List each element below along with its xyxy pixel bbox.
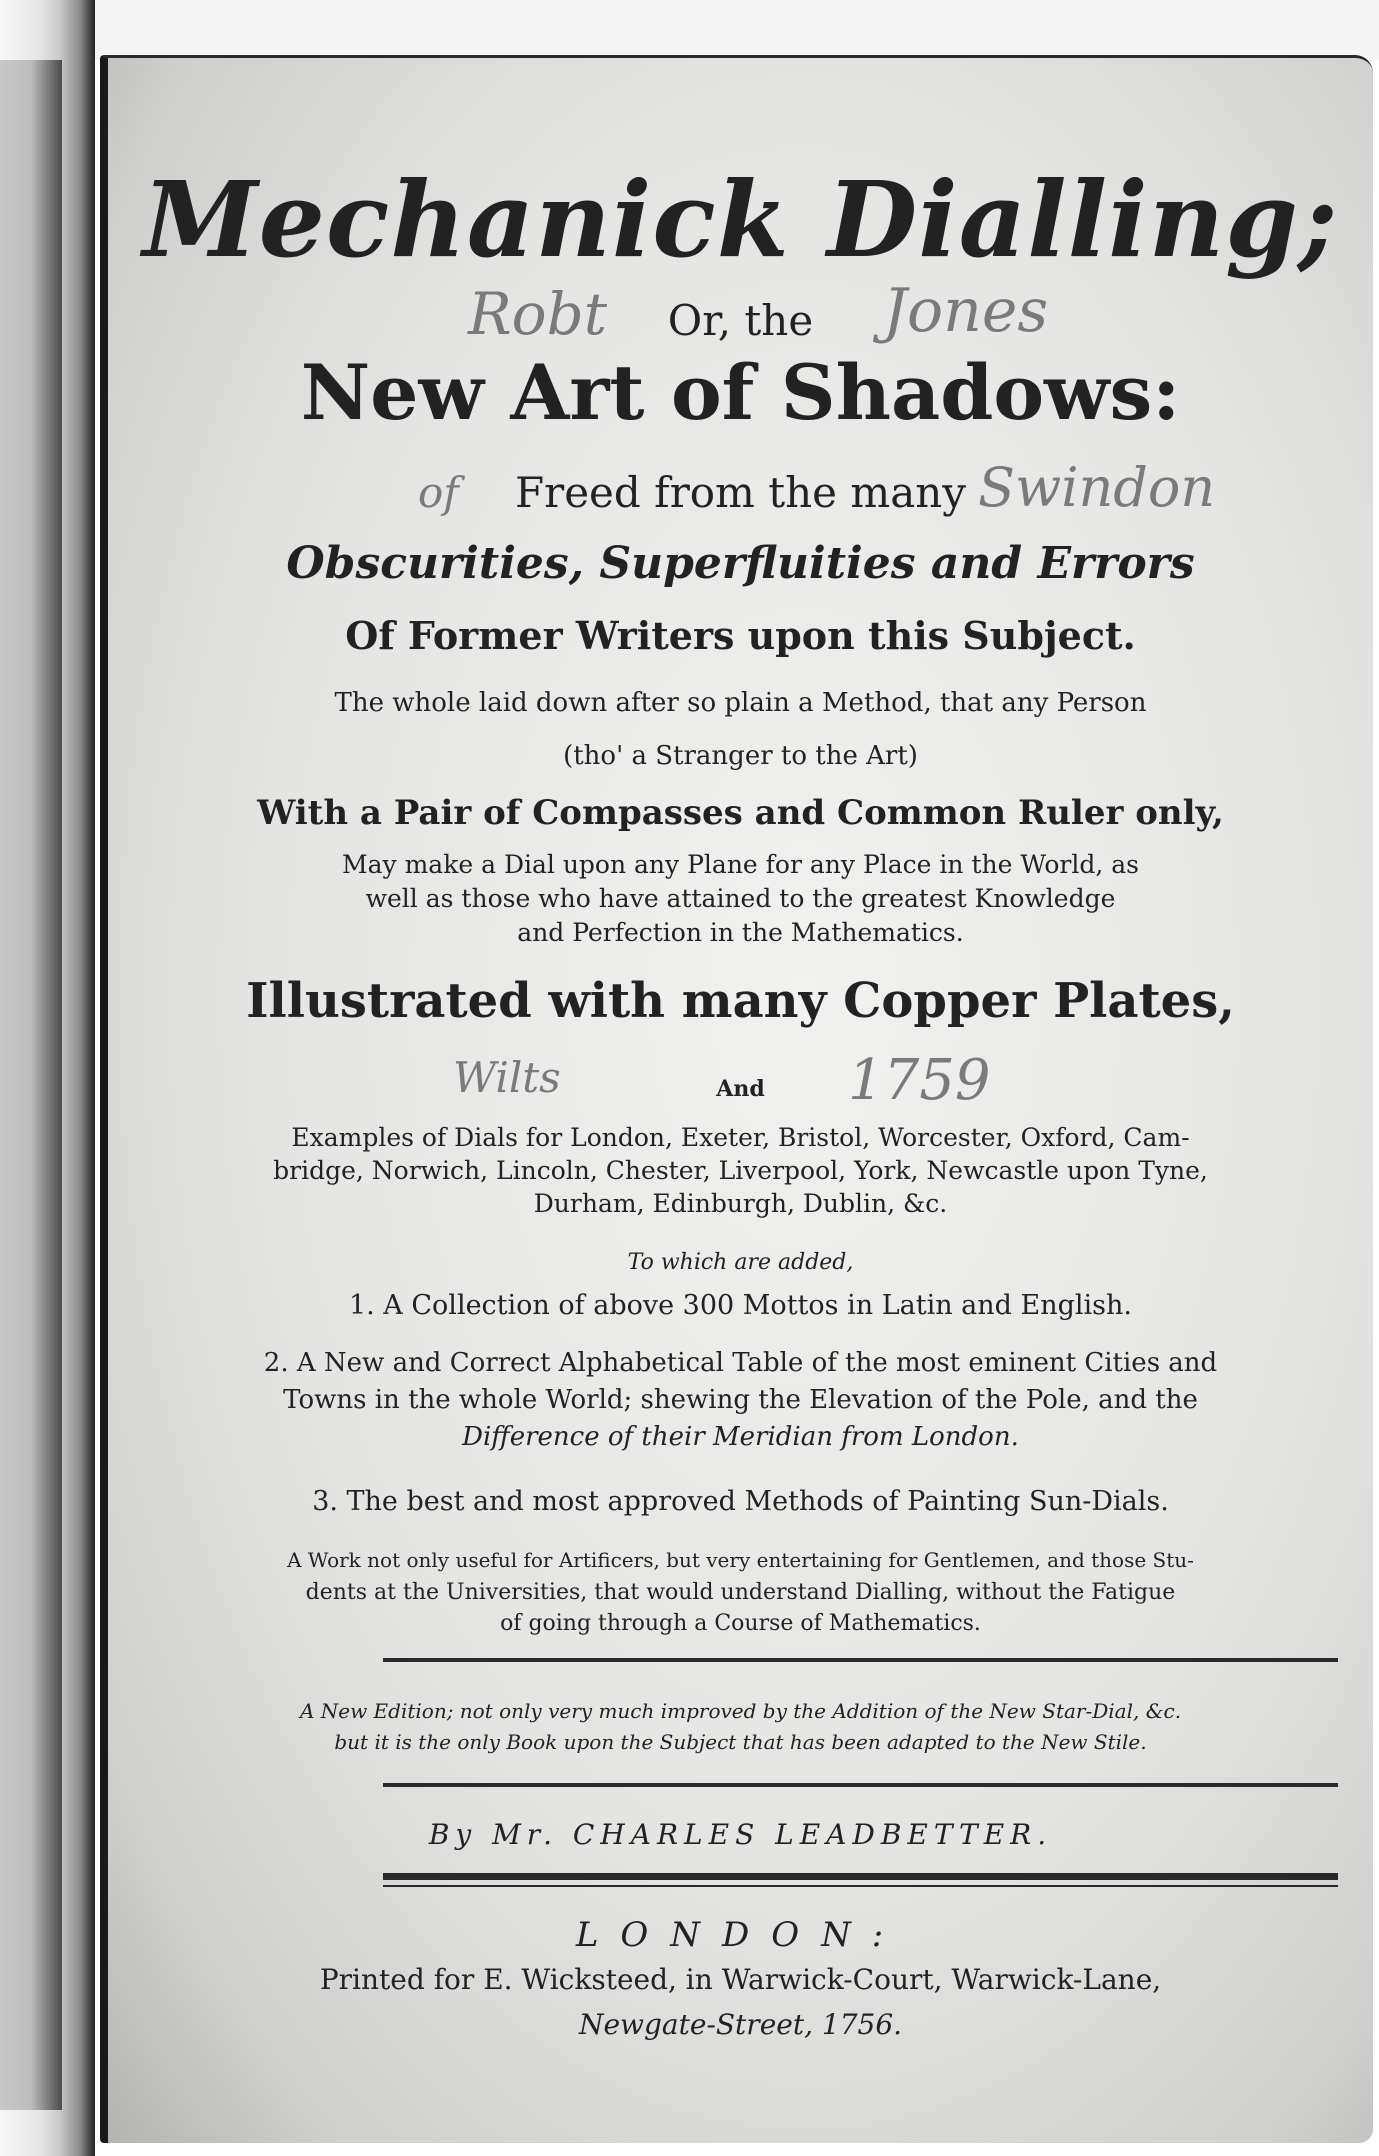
or-the-line: Or, the <box>667 296 814 345</box>
method-line-6: and Perfection in the Mathematics. <box>517 918 964 947</box>
illustrated-line: Illustrated with many Copper Plates, <box>246 973 1235 1029</box>
author-line: By Mr. CHARLES LEADBETTER. <box>428 1818 1053 1851</box>
handwritten-name-first: Robt <box>468 280 608 348</box>
handwritten-year: 1759 <box>848 1048 991 1113</box>
method-line-4: May make a Dial upon any Plane for any Place in the World, as <box>342 850 1139 879</box>
former-writers-line: Of Former Writers upon this Subject. <box>345 613 1136 658</box>
item-2-line-3: Difference of their Meridian from London. <box>462 1422 1019 1452</box>
handwritten-of: of <box>418 468 459 517</box>
method-line-1: The whole laid down after so plain a Method, that any Person <box>334 688 1147 718</box>
divider-rule-4 <box>383 1885 1338 1887</box>
to-which-line: To which are added, <box>627 1250 854 1275</box>
handwritten-place: Swindon <box>978 456 1216 519</box>
method-line-3: With a Pair of Compasses and Common Ruler only, <box>257 793 1224 833</box>
divider-rule-3 <box>383 1873 1338 1880</box>
imprint-city: LONDON: <box>575 1915 906 1955</box>
obscurities-line: Obscurities, Superfluities and Errors <box>286 538 1195 589</box>
book-title: Mechanick Dialling; <box>142 158 1339 281</box>
item-3: 3. The best and most approved Methods of Painting Sun-Dials. <box>312 1486 1169 1517</box>
examples-line-3: Durham, Edinburgh, Dublin, &c. <box>533 1189 948 1218</box>
scan-background <box>0 0 1379 60</box>
divider-rule-1 <box>383 1658 1338 1662</box>
title-page <box>100 55 1373 2143</box>
work-line-2: dents at the Universities, that would understand Dialling, without the Fatigue <box>305 1580 1176 1605</box>
and-line: And <box>716 1076 765 1102</box>
work-line-3: of going through a Course of Mathematics. <box>500 1611 981 1636</box>
work-line-1: A Work not only useful for Artificers, but very entertaining for Gentlemen, and those Stu- <box>287 1548 1194 1572</box>
method-line-5: well as those who have attained to the greatest Knowledge <box>365 884 1116 913</box>
imprint-line-2: Newgate-Street, 1756. <box>578 2008 903 2041</box>
imprint-line-1: Printed for E. Wicksteed, in Warwick-Court, Warwick-Lane, <box>319 1963 1162 1996</box>
item-2-line-1: 2. A New and Correct Alphabetical Table of the most eminent Cities and <box>263 1348 1218 1378</box>
edition-line-1: A New Edition; not only very much improved by the Addition of the New Star-Dial, &c. <box>299 1699 1182 1723</box>
edition-line-2: but it is the only Book upon the Subject that has been adapted to the New Stile. <box>334 1730 1147 1754</box>
item-1: 1. A Collection of above 300 Mottos in Latin and English. <box>348 1290 1133 1321</box>
book-subtitle: New Art of Shadows: <box>300 348 1181 437</box>
examples-line-1: Examples of Dials for London, Exeter, Bristol, Worcester, Oxford, Cam- <box>291 1123 1190 1152</box>
item-2-line-2: Towns in the whole World; shewing the Elevation of the Pole, and the <box>283 1385 1198 1415</box>
method-line-2: (tho' a Stranger to the Art) <box>563 741 918 771</box>
handwritten-county: Wilts <box>453 1053 561 1102</box>
freed-line: Freed from the many <box>514 468 967 517</box>
handwritten-name-last: Jones <box>883 276 1049 346</box>
examples-line-2: bridge, Norwich, Lincoln, Chester, Liverpool, York, Newcastle upon Tyne, <box>273 1156 1208 1185</box>
divider-rule-2 <box>383 1783 1338 1787</box>
book-binding <box>0 60 62 2110</box>
